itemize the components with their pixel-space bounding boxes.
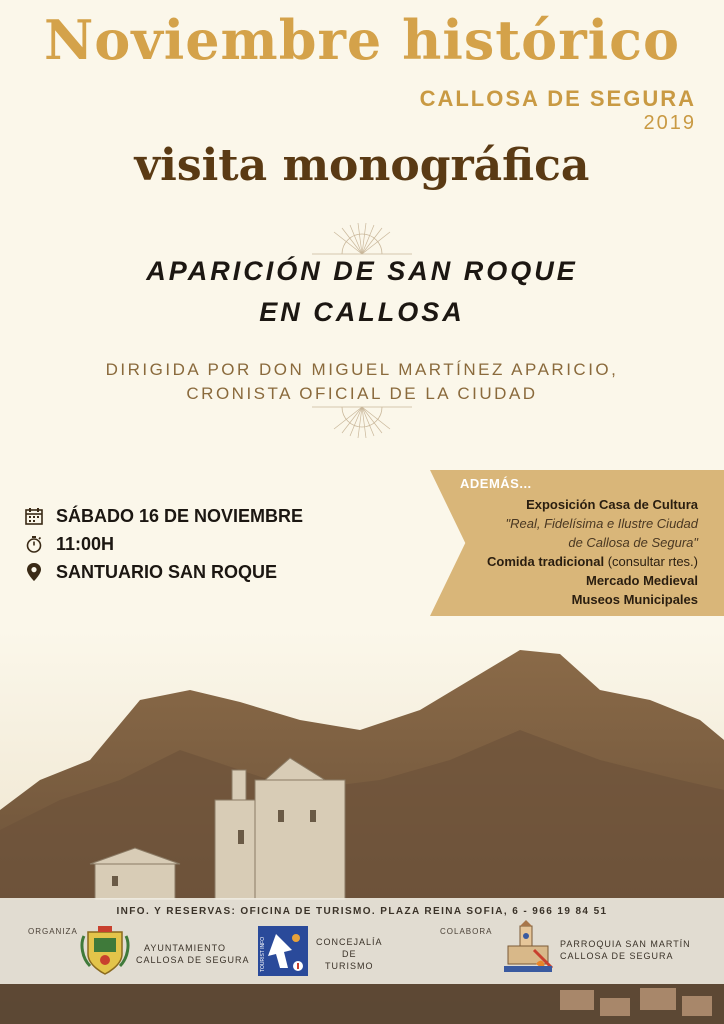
event-title-line-1: APARICIÓN DE SAN ROQUE [146,256,578,286]
place-row [24,558,303,586]
event-title-line-2: EN CALLOSA [259,297,465,327]
sunburst-ornament-icon [312,222,412,256]
event-year: 2019 [643,112,696,134]
ademas-meal: Comida tradicional [487,554,605,569]
ademas-exhibition-title-2: de Callosa de Segura" [568,535,698,550]
organiza-label: ORGANIZA [28,927,78,936]
concejalia-line-3: TURISMO [325,961,374,971]
calendar-icon [24,506,44,526]
sunburst-ornament-bottom-icon [312,405,412,439]
guide-line-2: CRONISTA OFICIAL DE LA CIUDAD [186,384,538,403]
poster-subtitle: visita monográfica [134,140,590,191]
event-time: 11:00H [56,533,115,554]
event-date: SÁBADO 16 DE NOVIEMBRE [56,505,304,526]
time-row [24,530,303,558]
city-name: CALLOSA DE SEGURA [419,86,696,111]
tourist-info-logo-icon [258,926,308,976]
event-details [24,502,303,586]
stopwatch-icon [24,534,44,554]
parroquia-line-2: CALLOSA DE SEGURA [560,951,674,961]
poster-title: Noviembre histórico [43,8,681,72]
parroquia-line-1: PARROQUIA SAN MARTÍN [560,939,691,949]
ayuntamiento-line-2: CALLOSA DE SEGURA [136,955,250,965]
date-row [24,502,303,530]
ademas-list [428,476,698,609]
parroquia-name [560,938,691,962]
tourist-info-text: TOURIST INFO [260,936,266,972]
parroquia-logo-icon [500,920,556,976]
ayuntamiento-coat-of-arms-icon [80,924,130,976]
concejalia-line-1: CONCEJALÍA [316,937,383,947]
ayuntamiento-line-1: AYUNTAMIENTO [144,943,227,953]
ademas-heading: ADEMÁS... [460,476,532,491]
event-place: SANTUARIO SAN ROQUE [56,561,278,582]
ademas-museums: Museos Municipales [571,592,698,607]
concejalia-name [316,936,383,972]
ademas-exhibition-title-1: "Real, Fidelísima e Ilustre Ciudad [505,516,698,531]
ademas-market: Mercado Medieval [586,573,698,588]
map-pin-icon [24,562,44,582]
ademas-exhibition: Exposición Casa de Cultura [526,497,698,512]
ayuntamiento-name [136,942,250,966]
colabora-label: COLABORA [440,927,493,936]
concejalia-line-2: DE [342,949,357,959]
ademas-meal-note: (consultar rtes.) [604,554,698,569]
info-reservations: INFO. Y RESERVAS: OFICINA DE TURISMO. PLAZA REINA SOFIA, 6 - 966 19 84 51 [116,906,608,917]
guide-line-1: DIRIGIDA POR DON MIGUEL MARTÍNEZ APARICIO, [105,360,619,379]
